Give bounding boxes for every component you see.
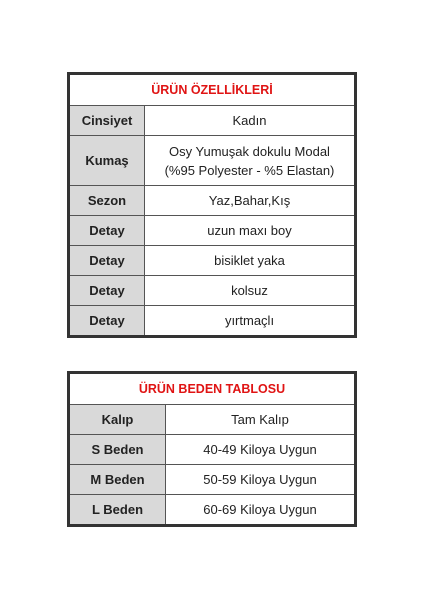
size-label-l: L Beden [69, 495, 166, 526]
size-label-m: M Beden [69, 465, 166, 495]
feature-value-detail-4: yırtmaçlı [145, 306, 356, 337]
feature-label-detail-1: Detay [69, 216, 145, 246]
size-value-m: 50-59 Kiloya Uygun [166, 465, 356, 495]
feature-label-season: Sezon [69, 186, 145, 216]
feature-label-gender: Cinsiyet [69, 106, 145, 136]
feature-value-detail-1: uzun maxı boy [145, 216, 356, 246]
feature-value-season: Yaz,Bahar,Kış [145, 186, 356, 216]
feature-value-detail-2: bisiklet yaka [145, 246, 356, 276]
features-title: ÜRÜN ÖZELLİKLERİ [69, 74, 356, 106]
fabric-line-2: (%95 Polyester - %5 Elastan) [164, 162, 335, 178]
feature-value-detail-3: kolsuz [145, 276, 356, 306]
size-chart-title: ÜRÜN BEDEN TABLOSU [69, 373, 356, 405]
feature-value-gender: Kadın [145, 106, 356, 136]
feature-label-detail-4: Detay [69, 306, 145, 337]
feature-value-fabric [145, 136, 356, 186]
size-chart-table [67, 371, 357, 527]
fabric-line-1: Osy Yumuşak dokulu Modal [169, 143, 330, 159]
size-value-fit: Tam Kalıp [166, 405, 356, 435]
feature-label-detail-3: Detay [69, 276, 145, 306]
size-label-s: S Beden [69, 435, 166, 465]
product-features-table [67, 72, 357, 338]
size-label-fit: Kalıp [69, 405, 166, 435]
size-value-l: 60-69 Kiloya Uygun [166, 495, 356, 526]
feature-label-detail-2: Detay [69, 246, 145, 276]
size-value-s: 40-49 Kiloya Uygun [166, 435, 356, 465]
feature-label-fabric: Kumaş [69, 136, 145, 186]
